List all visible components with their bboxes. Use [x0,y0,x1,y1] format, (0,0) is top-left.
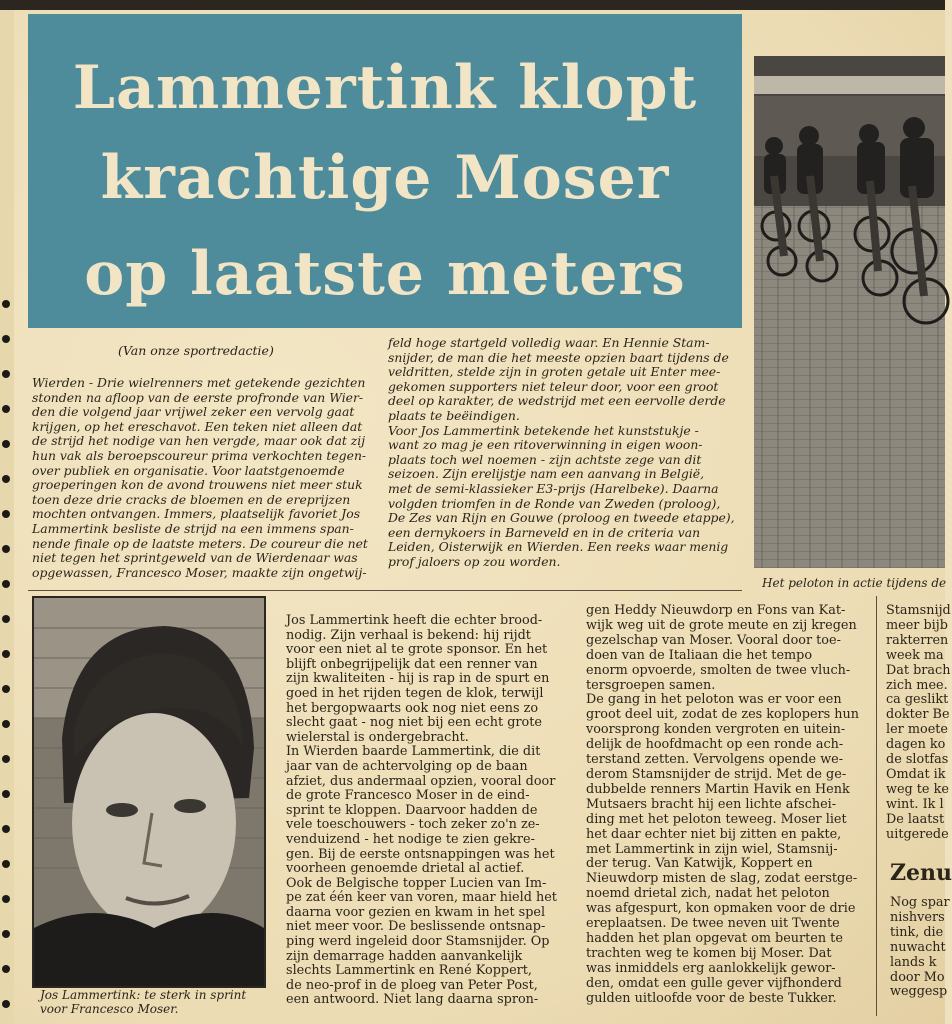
text-line: door Mo [890,969,945,985]
text-line: nishvers [890,909,945,925]
binder-margin [0,0,14,1024]
text-line: de slotfas [886,752,949,768]
text-line: tersgroepen samen. [586,677,716,693]
text-line: goed in het rijden tegen de klok, terwijl [286,685,544,701]
text-line: groeperingen kon de avond trouwens niet meer stuk [32,477,363,493]
text-line: de grote Francesco Moser in de eind- [286,788,530,804]
text-line: want zo mag je een ritoverwinning in eigen woon- [388,437,703,453]
text-line: Leiden, Oisterwijk en Wierden. Een reeks waar menig [388,539,729,555]
text-line: pe zat één keer van voren, maar hield het [286,890,557,906]
text-line: de neo-prof in de ploeg van Peter Post, [286,977,538,993]
text-line: vele toeschouwers - toch zeker zo'n ze- [286,817,540,833]
headline-line-1: Lammertink klopt [72,53,698,123]
caption-line: Jos Lammertink: te sterk in sprint [40,988,247,1002]
text-line: wijk weg uit de grote meute en zij kregen [586,617,857,633]
intro-column-left [32,376,368,580]
text-line: met de semi-klassieker E3-prijs (Harelbeke). Daarna [388,480,719,496]
text-line: Ook de Belgische topper Lucien van Im- [286,875,547,891]
text-line: gen. Bij de eerste ontsnappingen was het [286,846,555,862]
column-rule [876,596,877,1016]
text-line: lands k [890,954,937,970]
intro-column-right [388,336,742,570]
text-line: een antwoord. Niet lang daarna spron- [286,992,539,1008]
portrait-caption [40,988,270,1016]
text-line: De gang in het peloton was er voor een [586,692,842,708]
text-line: Voor Jos Lammertink betekende het kunststukje - [388,422,699,438]
text-line: derom Stamsnijder de strijd. Met de ge- [586,766,847,782]
text-line: weg te ke [886,781,949,797]
text-line: nodig. Zijn verhaal is bekend: hij rijdt [286,627,531,643]
text-line: seizoen. Zijn erelijstje nam een aanvang in België, [388,466,705,482]
text-line: slecht gaat - nog niet bij een echt grote [286,715,542,731]
text-line: deel op karakter, de wedstrijd met een eervolle derde [388,393,726,409]
text-line: het daar echter niet bij zitten en pakte, [586,826,842,842]
text-line: nende finale op de laatste meters. De coureur die net [32,535,368,551]
text-line: Jos Lammertink heeft die echter brood- [286,613,543,628]
text-line: rakterren [886,632,949,648]
text-line: hun vak als beroepscoureur prima verkochten tegen- [32,447,367,463]
text-line: uitgerede [886,826,949,842]
peloton-photo [754,56,945,568]
text-line: De laatst [886,811,945,827]
text-line: gen Heddy Nieuwdorp en Fons van Kat- [586,603,846,618]
text-line: wielerstal is ondergebracht. [286,729,469,745]
caption-line: voor Francesco Moser. [40,1002,179,1016]
text-line: voorheen genoemde drietal al actief. [286,861,525,877]
text-line: hadden het plan opgevat om beurten te [586,930,843,946]
text-line: De Zes van Rijn en Gouwe (proloog en tweede etappe), [388,510,735,526]
text-line: ding met het peloton teweeg. Moser liet [586,811,847,827]
text-line: der terug. Van Katwijk, Koppert en [586,856,813,872]
text-line: groot deel uit, zodat de zes koplopers hun [586,707,859,723]
text-line: zich mee. [886,677,948,693]
text-line: meer bijb [886,617,948,633]
text-line: wint. Ik l [886,796,944,812]
text-line: Dat brach [886,662,951,678]
text-line: snijder, de man die het meeste opzien baart tijdens de [388,349,729,365]
text-line: veldritten, stelde zijn in groten getale uit Enter mee- [388,364,721,380]
top-rule [0,0,945,10]
text-line: voorsprong konden vergroten en uitein- [586,722,846,738]
text-line: krijgen, op het ereschavot. Een teken niet alleen dat [32,418,363,434]
text-line: daarna voor gezien en kwam in het spel [286,904,546,920]
section-subhead: Zenu [890,860,952,886]
body-column-4b [890,895,950,1000]
text-line: ping werd ingeleid door Stamsnijder. Op [286,934,550,950]
text-line: zijn kwaliteiten - hij is rap in de spurt en [286,671,550,687]
section-divider [28,590,742,591]
text-line: dubbelde renners Martin Havik en Henk [586,781,850,797]
text-line: ereplaatsen. De twee neven uit Twente [586,916,840,932]
text-line: trachten weg te komen bij Moser. Dat [586,945,832,961]
text-line: gezelschap van Moser. Vooral door toe- [586,632,841,648]
text-line: nuwacht [890,939,946,955]
text-line: feld hoge startgeld volledig waar. En Hennie Stam- [388,335,710,350]
headline-block [28,14,742,328]
text-line: opgewassen, Francesco Moser, maakte zijn ongetwij- [32,564,367,580]
text-line: plaats te beëindigen. [388,407,520,423]
text-line: doen van de Italiaan die het tempo [586,647,813,663]
text-line: gulden uitloofde voor de beste Tukker. [586,990,837,1006]
text-line: de strijd het nodige van hen vergde, maar ook dat zij [32,433,366,449]
text-line: Lammertink besliste de strijd na een immens span- [32,520,354,536]
text-line: week ma [886,647,944,663]
headline-line-3: op laatste meters [84,239,686,309]
text-line: tink, die [890,924,944,940]
text-line: ca geslikt [886,692,949,708]
peloton-photo-caption: Het peloton in actie tijdens de [762,576,947,590]
text-line: delijk de hoofdmacht op een ronde ach- [586,737,844,753]
text-line: Nieuwdorp misten de slag, zodat eerstge- [586,871,858,887]
text-line: den die volgend jaar vrijwel zeker een vervolg gaat [32,404,355,420]
text-line: blijft onbegrijpelijk dat een renner van [286,656,538,672]
text-line: sprint te kloppen. Daarvoor hadden de [286,802,538,818]
text-line: den, omdat een gulle gever vijfhonderd [586,975,842,991]
text-line: zijn demarrage hadden aanvankelijk [286,948,523,964]
text-line: Mutsaers bracht hij een lichte afschei- [586,796,837,812]
text-line: jaar van de achtervolging op de baan [286,758,528,774]
text-line: dokter Be [886,707,950,723]
byline: (Van onze sportredactie) [118,343,274,358]
text-line: slechts Lammertink en René Koppert, [286,963,532,979]
text-line: afziet, dus andermaal opzien, vooral door [286,773,556,789]
body-column-2 [286,614,560,1008]
text-line: prof jaloers op zou worden. [388,553,561,569]
body-column-3 [586,604,862,1006]
text-line: niet meer voor. De beslissende ontsnap- [286,919,546,935]
text-line: terstand zetten. Vervolgens opende we- [586,752,844,768]
text-line: het bergopwaarts ook nog niet eens zo [286,700,539,716]
text-line: met Lammertink in zijn wiel, Stamsnij- [586,841,838,857]
text-line: Omdat ik [886,766,946,782]
body-column-4 [886,603,951,843]
text-line: mochten ontvangen. Immers, plaatselijk favoriet Jos [32,506,361,522]
text-line: Nog spar [890,895,950,910]
text-line: voor een niet al te grote sponsor. En het [286,642,548,658]
text-line: toen deze drie cracks de bloemen en de ereprijzen [32,491,351,507]
portrait-photo [32,596,266,988]
text-line: enorm opvoerde, smolten de twee vluch- [586,662,851,678]
text-line: over publiek en organisatie. Voor laatstgenoemde [32,462,345,478]
text-line: weggesp [890,984,948,1000]
text-line: was afgespurt, kon opmaken voor de drie [586,901,856,917]
text-line: niet tegen het sprintgeweld van de Wierdenaar was [32,550,358,566]
text-line: Wierden - Drie wielrenners met getekende gezichten [32,375,366,390]
text-line: venduizend - het nodige te zien gekre- [286,831,535,847]
text-line: ler moete [886,722,948,738]
text-line: stonden na afloop van de eerste profronde van Wier- [32,389,364,405]
text-line: Stamsnijd [886,603,951,618]
text-line: volgden triomfen in de Ronde van Zweden (proloog), [388,495,721,511]
text-line: In Wierden baarde Lammertink, die dit [286,744,541,760]
text-line: noemd drietal zich, nadat het peloton [586,886,830,902]
text-line: dagen ko [886,737,946,753]
headline-line-2: krachtige Moser [100,143,670,213]
text-line: een dernykoers in Barneveld en in de criteria van [388,524,701,540]
text-line: gekomen supporters niet teleur door, voor een groot [388,378,719,394]
text-line: was inmiddels erg aanlokkelijk gewor- [586,960,836,976]
text-line: plaats toch wel noemen - zijn achtste zege van dit [388,451,702,467]
